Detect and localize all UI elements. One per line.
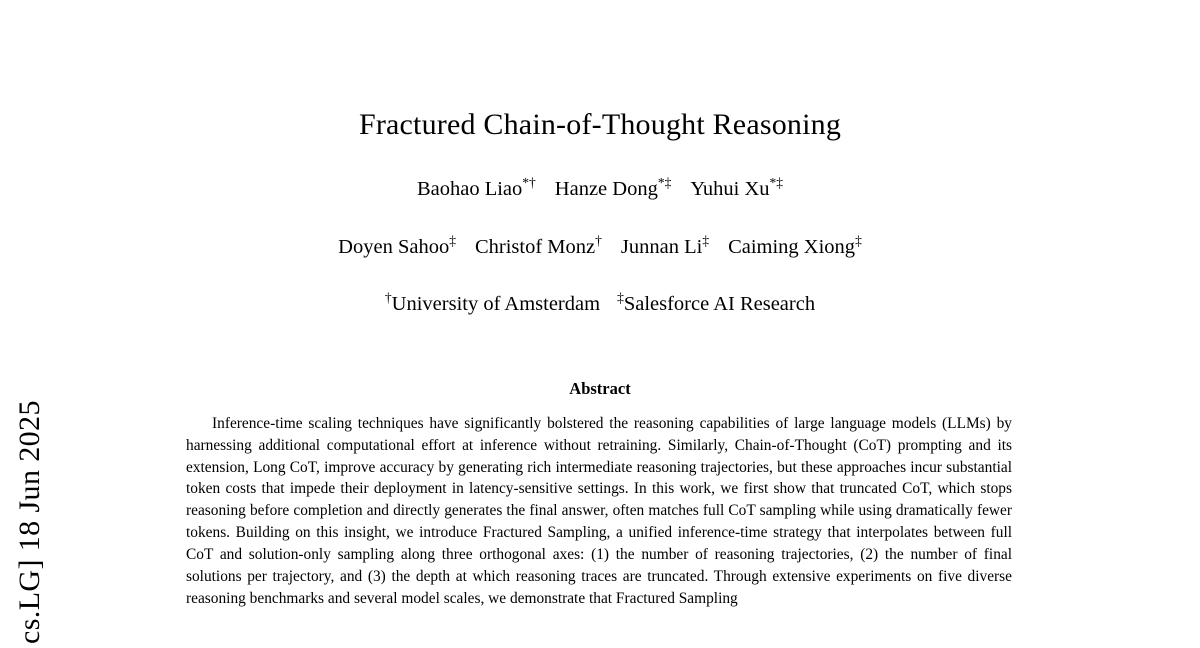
affiliation-entry — [617, 290, 816, 316]
affiliation-mark: † — [384, 290, 392, 306]
author-entry — [474, 232, 602, 258]
author-marks: ‡ — [855, 232, 862, 248]
author-name: Caiming Xiong — [728, 235, 856, 258]
paper-content — [186, 0, 1014, 648]
author-name: Baohao Liao — [416, 178, 523, 200]
affiliation-name: Salesforce AI Research — [623, 293, 816, 316]
author-marks: *‡ — [769, 175, 784, 191]
author-entry — [620, 232, 710, 258]
author-marks: ‡ — [449, 232, 456, 248]
author-name: Christof Monz — [474, 235, 596, 258]
abstract-paragraph: Inference-time scaling techniques have significantly bolstered the reasoning capabilities of large language models (LLMs) by harnessing additional computational effort at inference without retraining. Similarly, Chain-of-Thought (CoT) prompting and its extension, Long CoT, improve accuracy by generating rich intermediate reasoning trajectories, but these approaches incur substantial token costs that impede their deployment in latency-sensitive settings. In this work, we first show that truncated CoT, which stops reasoning before completion and directly generates the final answer, often matches full CoT sampling while using dramatically fewer tokens. Building on this insight, we introduce Fractured Sampling, a unified inference-time strategy that interpolates between full CoT and solution-only sampling along three orthogonal axes: (1) the number of reasoning trajectories, (2) the number of final solutions per trajectory, and (3) the depth at which reasoning traces are truncated. Through extensive experiments on five diverse reasoning benchmarks and several model scales, we demonstrate that Fractured Sampling — [186, 414, 1012, 607]
author-marks: † — [595, 232, 602, 248]
author-name: Junnan Li — [620, 235, 703, 258]
affiliation-entry — [384, 290, 601, 316]
affiliation-name: University of Amsterdam — [391, 293, 601, 316]
arxiv-stamp: cs.LG] 18 Jun 2025 — [13, 400, 46, 644]
author-name: Hanze Dong — [554, 178, 658, 200]
author-marks: ‡ — [702, 232, 710, 248]
affiliations-row — [186, 292, 1014, 317]
affiliation-mark: ‡ — [617, 290, 624, 306]
abstract-text — [186, 413, 1014, 610]
author-entry — [728, 232, 862, 258]
author-entry — [338, 232, 456, 258]
author-row-2 — [186, 232, 1014, 260]
page-title: Fractured Chain-of-Thought Reasoning — [358, 108, 842, 141]
abstract-heading: Abstract — [569, 378, 631, 398]
author-marks: *† — [522, 175, 536, 191]
author-row-1 — [186, 177, 1014, 202]
author-name: Yuhui Xu — [690, 178, 770, 200]
author-entry — [554, 175, 672, 200]
author-marks: *‡ — [657, 175, 672, 191]
author-name: Doyen Sahoo — [338, 235, 450, 258]
author-entry — [690, 175, 784, 200]
author-entry — [416, 175, 536, 200]
